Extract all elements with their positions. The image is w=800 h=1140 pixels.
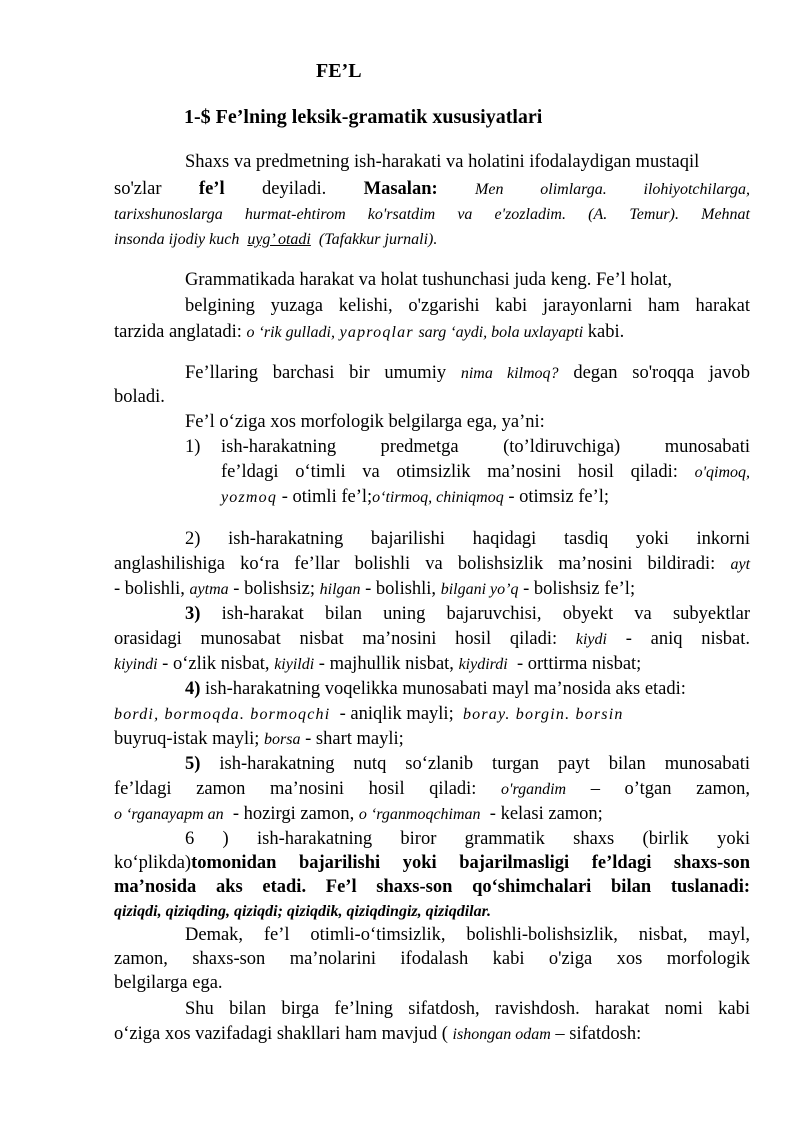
example-text: yozmoq [221, 489, 278, 506]
l4-line-2 [114, 702, 734, 727]
p6-line-1: Shu bilan birga fe’lning sifatdosh, ravishdosh. harakat nomi kabi [185, 999, 750, 1019]
text: - shart mayli; [305, 729, 404, 749]
text: - aniq nisbat. [625, 629, 751, 649]
p2-line-3 [114, 320, 750, 345]
text: - majhullik nisbat, [318, 654, 454, 674]
example-text: o'qimoq, [694, 464, 750, 481]
text: orasidagi munosabat nisbat ma’nosini hosil qiladi: [114, 629, 558, 649]
l2-line-3 [114, 577, 750, 602]
text: ko‘plikda) [114, 853, 192, 873]
underlined-text: uyg’ otadi [247, 231, 311, 248]
page-title: FE’L [316, 60, 362, 82]
example-text: o‘tirmoq, chiniqmoq [372, 489, 504, 506]
citation: (Tafakkur jurnali). [318, 231, 438, 248]
text: - otimli fe’l; [281, 487, 373, 507]
p1-line-4 [114, 228, 750, 252]
example-text: kiydirdi [458, 656, 508, 673]
example-text: Men olimlarga. ilohiyotchilarga, [475, 181, 751, 198]
l2-line-2 [114, 552, 750, 577]
bold-text: tomonidan bajarilishi yoki bajarilmasligi fe’ldagi shaxs-son [191, 853, 750, 873]
l5-line-3 [114, 802, 750, 827]
text: deyiladi. [262, 179, 327, 199]
p2-line-1: Grammatikada harakat va holat tushunchasi juda keng. Fe’l holat, [185, 270, 673, 290]
l4-line-1 [185, 677, 750, 701]
text: – o’tgan zamon, [590, 779, 751, 799]
text: – sifatdosh: [555, 1024, 642, 1044]
example-text: o ‘rik gulladi, [246, 324, 335, 341]
l1-line-3 [221, 485, 750, 510]
list-number-1: 1) [185, 437, 201, 457]
example-text: kiyindi [114, 656, 158, 673]
example-label: Masalan: [363, 179, 438, 199]
text: - hozirgi zamon, [232, 804, 355, 824]
text: - bolishsiz; [233, 579, 315, 599]
text: - o‘zlik nisbat, [162, 654, 270, 674]
question-text: nima kilmoq? [460, 365, 559, 382]
list-number: 5) [185, 754, 201, 774]
l1-line-1: ish-harakatning predmetga (to’ldiruvchiga) munosabati [221, 437, 750, 457]
p6-line-2 [114, 1022, 739, 1047]
l3-line-1 [185, 602, 750, 626]
example-text: hilgan [319, 581, 361, 598]
example-text: bilgani yo’q [440, 581, 519, 598]
example-text: o ‘rganayapm an [114, 806, 224, 823]
text: Fe’llaring barchasi bir umumiy [185, 363, 447, 383]
text: ish-harakatning voqelikka munosabati mayl ma’nosida aks etadi: [205, 679, 686, 699]
p1-line-3: tarixshunoslarga hurmat-ehtirom ko'rsatdim va e'zozladim. (A. Temur). Mehnat [114, 206, 750, 223]
p1-line-2 [114, 177, 750, 202]
text: buyruq-istak mayli; [114, 729, 260, 749]
example-text: kiyildi [274, 656, 315, 673]
l6-line-2 [114, 851, 750, 875]
text: fe’ldagi o‘timli va otimsizlik ma’nosini hosil qiladi: [221, 462, 678, 482]
text: - aniqlik mayli; [339, 704, 454, 724]
example-text: ayt [730, 556, 751, 573]
text: - bolishli, [114, 579, 185, 599]
text: - bolishli, [365, 579, 437, 599]
example-text: aytma [189, 581, 229, 598]
list-number: 4) [185, 679, 201, 699]
text: - bolishsiz fe’l; [523, 579, 636, 599]
example-text: yaproqlar [339, 324, 414, 341]
text: kabi. [587, 322, 625, 342]
l2-line-1: 2) ish-harakatning bajarilishi haqidagi tasdiq yoki inkorni [185, 529, 750, 549]
l6-line-4: qiziqdi, qiziqding, qiziqdi; qiziqdik, qiziqdingiz, qiziqdilar. [114, 903, 491, 920]
text: insonda ijodiy kuch [114, 231, 240, 248]
p4-line-1: Fe’l o‘ziga xos morfologik belgilarga ega, ya’ni: [185, 412, 545, 432]
l6-line-3: ma’nosida aks etadi. Fe’l shaxs-son qo‘shimchalari bilan tuslanadi: [114, 877, 750, 897]
p3-line-1 [185, 361, 750, 386]
term: fe’l [198, 179, 225, 199]
l5-line-1 [185, 752, 750, 776]
l5-line-2 [114, 777, 750, 802]
text: fe’ldagi zamon ma’nosini hosil qiladi: [114, 779, 477, 799]
l6-line-1: 6 ) ish-harakatning biror grammatik shaxs (birlik yoki [185, 829, 750, 849]
text: tarzida anglatadi: [114, 322, 242, 342]
text: - kelasi zamon; [489, 804, 603, 824]
example-text: o ‘rganmoqchiman [358, 806, 481, 823]
section-heading: 1-$ Fe’lning leksik-gramatik xususiyatlari [184, 106, 543, 128]
example-text: ishongan odam [452, 1026, 551, 1043]
example-text: bordi, bormoqda. bormoqchi [114, 706, 331, 723]
p5-line-2: zamon, shaxs-son ma’nolarini ifodalash kabi o'ziga xos morfologik [114, 949, 750, 969]
text: o‘ziga xos vazifadagi shakllari ham mavjud ( [114, 1024, 448, 1044]
l3-line-2 [114, 627, 750, 652]
l4-line-3 [114, 727, 750, 752]
text: anglashilishiga ko‘ra fe’llar bolishli va bolishsizlik ma’nosini bildiradi: [114, 554, 716, 574]
example-text: boray. borgin. borsin [462, 706, 624, 723]
p5-line-3: belgilarga ega. [114, 973, 223, 993]
example-text: sarg ‘aydi, bola uxlayapti [418, 324, 584, 341]
text: so'zlar [114, 179, 162, 199]
example-text: kiydi [575, 631, 607, 648]
p3-line-2: boladi. [114, 387, 165, 407]
p2-line-2: belgining yuzaga kelishi, o'zgarishi kabi jarayonlarni ham harakat [185, 296, 750, 316]
list-number: 3) [185, 604, 201, 624]
p1-line-1 [185, 150, 750, 174]
text: ish-harakat bilan uning bajaruvchisi, obyekt va subyektlar [221, 604, 751, 624]
example-text: o'rgandim [501, 781, 567, 798]
text: degan so'roqqa javob [573, 363, 751, 383]
text: ish-harakatning nutq so‘zlanib turgan payt bilan munosabati [219, 754, 751, 774]
p5-line-1: Demak, fe’l otimli-o‘timsizlik, bolishli-bolishsizlik, nisbat, mayl, [185, 925, 750, 945]
text: - orttirma nisbat; [516, 654, 642, 674]
l3-line-3 [114, 652, 750, 677]
text: Shaxs va predmetning ish-harakati va holatini ifodalaydigan mustaqil [185, 152, 700, 172]
example-text: borsa [264, 731, 301, 748]
l1-line-2 [221, 460, 750, 485]
text: - otimsiz fe’l; [508, 487, 610, 507]
